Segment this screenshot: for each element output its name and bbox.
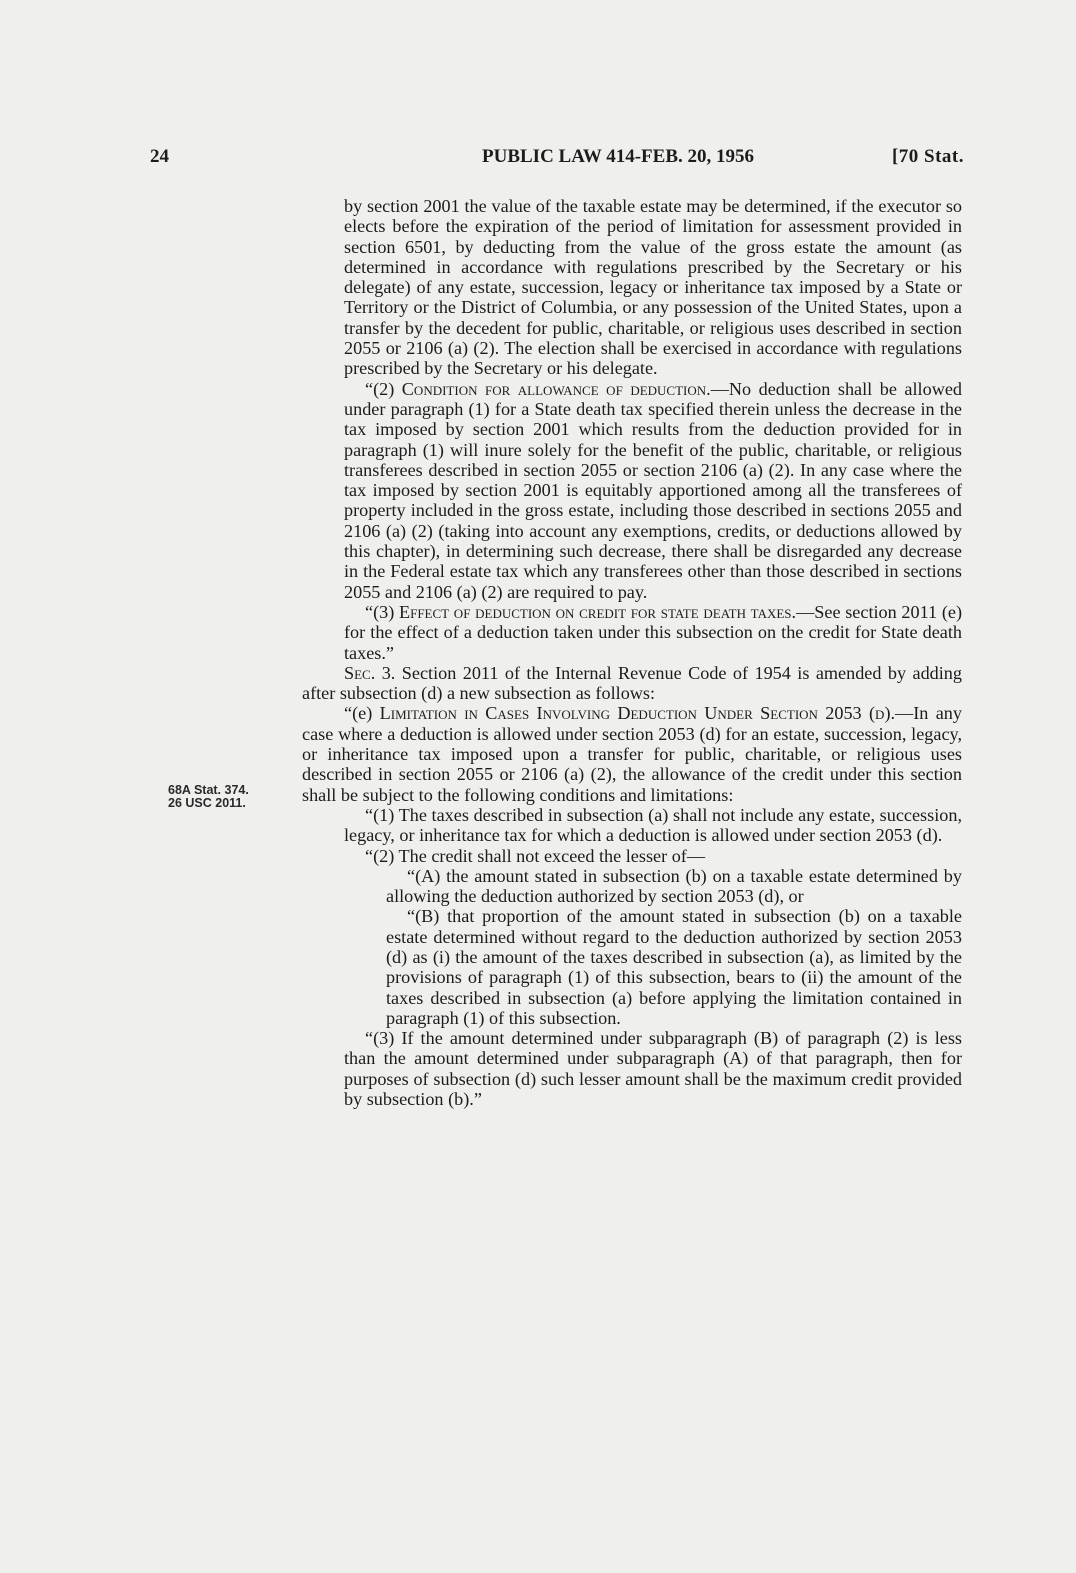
section-3 (302, 663, 962, 704)
subsection-e-2: “(2) The credit shall not exceed the lesser of— (365, 845, 706, 866)
paragraph-3-text: —See section 2011 (e) for the effect of a deduction taken under this subsection on the credit for State death taxes.” (344, 601, 963, 663)
paragraph-2-text: —No deduction shall be allowed under paragraph (1) for a State death tax specified therein unless the decrease in the tax imposed by section 2001 which results from the deduction provided for in paragraph (1) will inure solely for the benefit of the public, charitable, or religious transferees described in section 2055 or section 2106 (a) (2). In any case where the tax imposed by section 2001 is equitably apportioned among all the transferees of property included in the gross estate, including those described in sections 2055 and 2106 (a) (2) (taking into account any exemptions, credits, or deductions allowed by this chapter), in determining such decrease, there shall be disregarded any decrease in the Federal estate tax which any transferees other than those described in sections 2055 and 2106 (a) (2) are required to pay. (344, 378, 962, 602)
subsection-e (302, 703, 962, 804)
paragraph-3-number: “(3) (365, 601, 399, 622)
subsection-e-2-A: “(A) the amount stated in subsection (b) on a taxable estate determined by allowing the deduction authorized by section 2053 (d), or (386, 865, 962, 907)
paragraph-2 (302, 379, 962, 602)
paragraph-2-heading: Condition for allowance of deduction. (401, 378, 711, 399)
paragraph-3 (302, 602, 962, 663)
body-text (302, 196, 962, 1109)
margin-citation-line-1: 68A Stat. 374. (168, 783, 249, 797)
page-header (150, 146, 970, 170)
volume-reference: [70 Stat. (891, 146, 964, 167)
subsection-e-number: “(e) (344, 703, 380, 724)
running-title: PUBLIC LAW 414-FEB. 20, 1956 (482, 146, 755, 167)
subsection-e-text: —In any case where a deduction is allowed under section 2053 (d) for an estate, succession, legacy, or inheritance tax imposed upon a transfer for public, charitable, or religious uses described in section 2055 or 2106 (a) (2), the allowance of the credit under this section shall be subject to the following conditions and limitations: (302, 703, 962, 805)
paragraph-1-continuation: by section 2001 the value of the taxable estate may be determined, if the executor so elects before the expiration of the period of limitation for assessment provided in section 6501, by deducting from the value of the gross estate the amount (as determined in accordance with regulations prescribed by the Secretary or his delegate) of any estate, succession, legacy or inheritance tax imposed by a State or Territory or the District of Columbia, or any possession of the United States, upon a transfer by the decedent for public, charitable, or religious uses described in section 2055 or 2106 (a) (2). The election shall be exercised in accordance with regulations prescribed by the Secretary or his delegate. (344, 196, 962, 379)
subsection-e-1: “(1) The taxes described in subsection (a) shall not include any estate, succession, legacy, or inheritance tax for which a deduction is allowed under section 2053 (d). (344, 804, 962, 846)
section-3-label: Sec. 3. (344, 662, 396, 683)
paragraph-3-heading: Effect of deduction on credit for state death taxes. (398, 601, 797, 622)
margin-citation-line-2: 26 USC 2011. (168, 796, 246, 810)
section-3-text: Section 2011 of the Internal Revenue Code of 1954 is amended by adding after subsection (d) a new subsection as follows: (302, 662, 962, 704)
paragraph-2-number: “(2) (365, 378, 402, 399)
page-number: 24 (150, 146, 169, 167)
subsection-e-2-B: “(B) that proportion of the amount stated in subsection (b) on a taxable estate determined without regard to the deduction authorized by section 2053 (d) as (i) the amount of the taxes described in subsection (a), as limited by the provisions of paragraph (1) of this subsection, bears to (ii) the amount of the taxes described in subsection (a) before applying the limitation contained in paragraph (1) of this subsection. (386, 906, 962, 1028)
subsection-e-heading: Limitation in Cases Involving Deduction Under Section 2053 (d). (379, 703, 896, 724)
margin-citation (168, 784, 249, 810)
subsection-e-3: “(3) If the amount determined under subparagraph (B) of paragraph (2) is less than the amount determined under subparagraph (A) of that paragraph, then for purposes of subsection (d) such lesser amount shall be the maximum credit provided by subsection (b).” (344, 1028, 962, 1110)
